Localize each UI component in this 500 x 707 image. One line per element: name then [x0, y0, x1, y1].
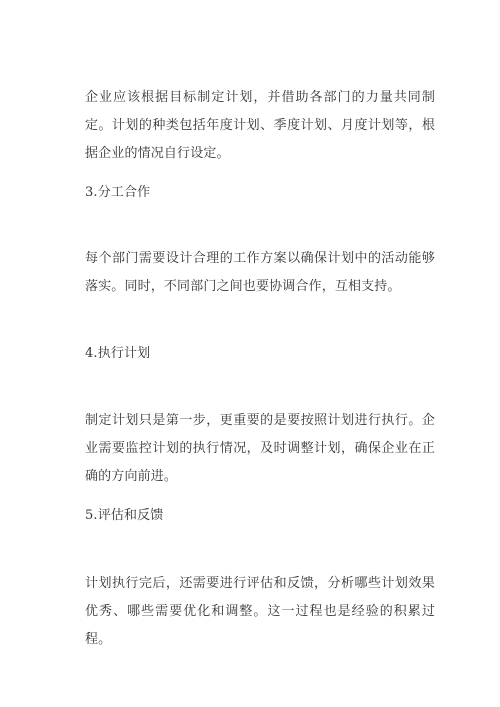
execute-plan-paragraph: 制定计划只是第一步，更重要的是要按照计划进行执行。企业需要监控计划的执行情况，及时调整计划，确保企业在正确的方向前进。 — [85, 413, 435, 484]
division-of-work-paragraph: 每个部门需要设计合理的工作方案以确保计划中的活动能够落实。同时，不同部门之间也要协调合作，互相支持。 — [85, 251, 435, 294]
section-heading-division-of-work: 3.分工合作 — [85, 185, 151, 200]
evaluation-feedback-paragraph: 计划执行完后，还需要进行评估和反馈，分析哪些计划效果优秀、哪些需要优化和调整。这一过程也是经验的积累过程。 — [85, 576, 435, 647]
planning-paragraph: 企业应该根据目标制定计划，并借助各部门的力量共同制定。计划的种类包括年度计划、季度计划、月度计划等，根据企业的情况自行设定。 — [85, 90, 435, 161]
section-heading-execute-plan: 4.执行计划 — [85, 346, 151, 361]
section-heading-evaluation-feedback: 5.评估和反馈 — [85, 508, 164, 523]
